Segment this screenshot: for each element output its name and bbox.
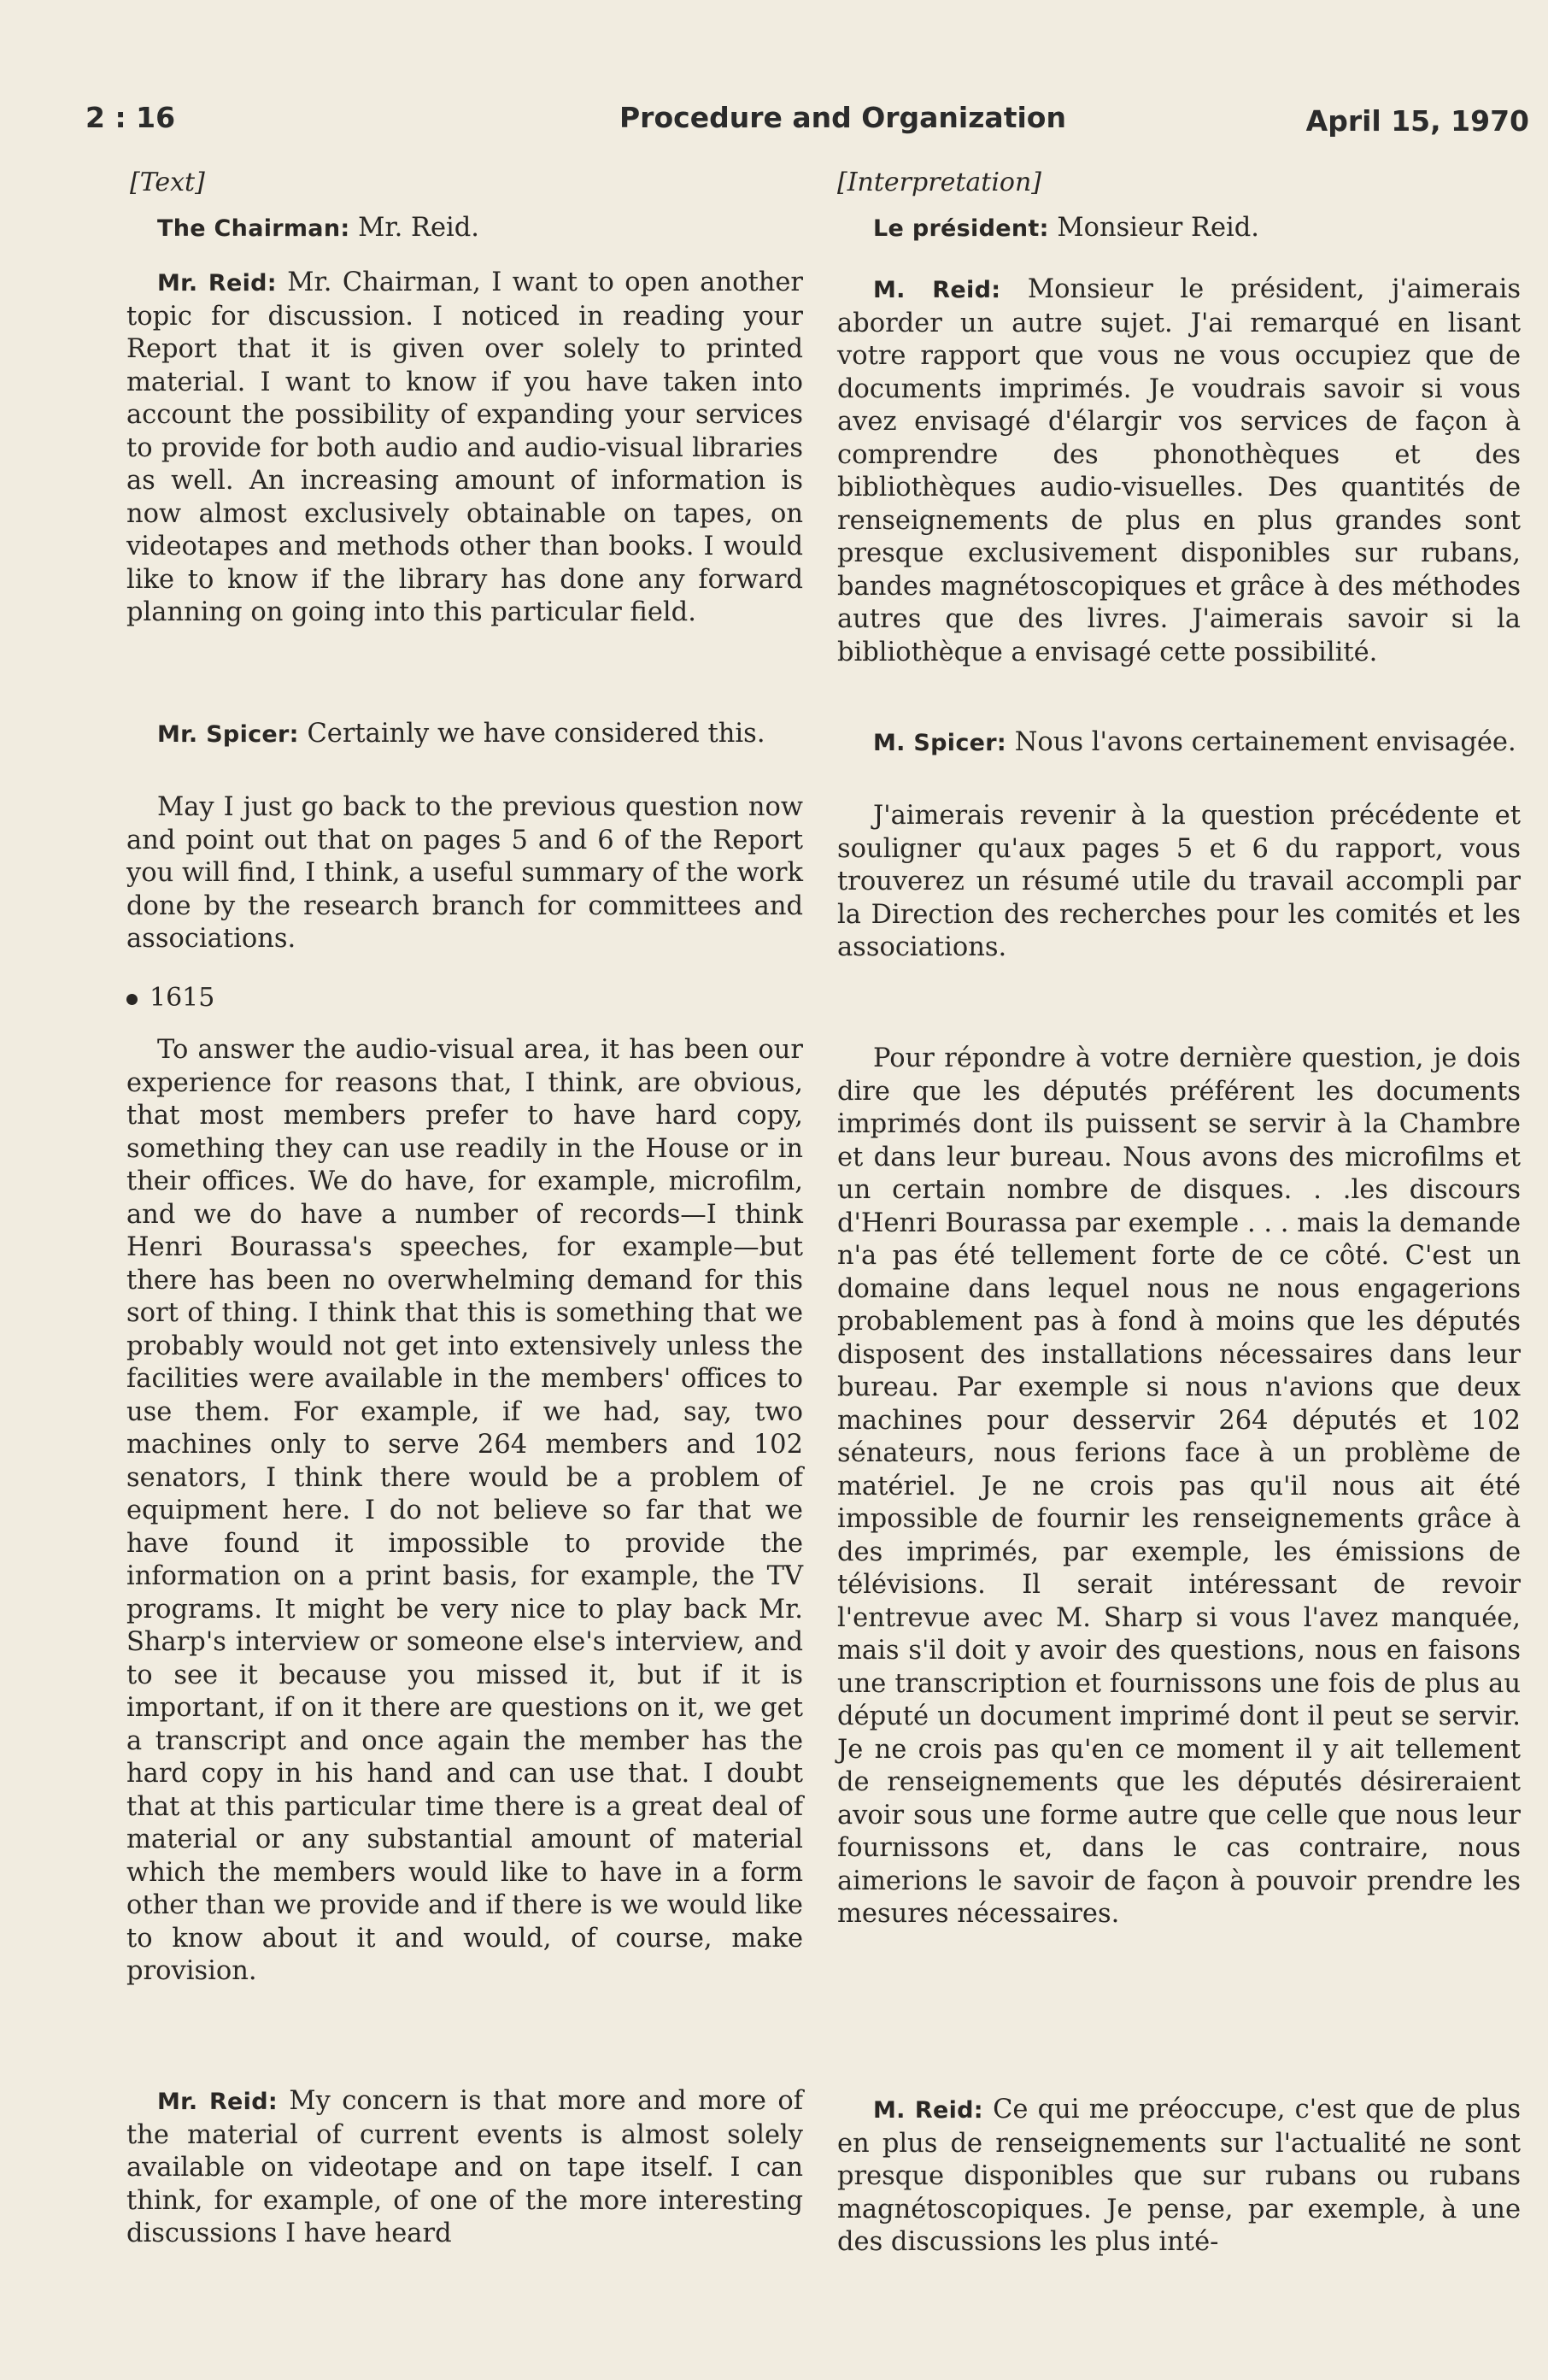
- reid-paragraph-2: [126, 2085, 803, 2251]
- paragraph-text: Certainly we have considered this.: [307, 719, 765, 749]
- chairman-paragraph: [873, 212, 1521, 246]
- speaker-name: Mr. Reid:: [157, 2089, 278, 2115]
- spicer-paragraph-2: May I just go back to the previous question now and point out that on pages 5 and 6 of the Report you will find, I think, a useful summary of the work done by the research branch for committees and associations.: [126, 792, 803, 954]
- speaker-name: The Chairman:: [157, 215, 350, 242]
- bullet-icon: [126, 994, 138, 1005]
- answer-paragraph: Pour répondre à votre dernière question, je dois dire que les députés préférent les documents imprimés dont ils puissent se servir à la Chambre et dans leur bureau. Nous avons des microfilms et un certain nombre de disques. . .les discours d'Henri Bourassa par exemple . . . mais la demande n'a pas été tellement forte de ce côté. C'est un domaine dans lequel nous ne nous engagerions probablement pas à fond à moins que les députés disposent des installations nécessaires dans leur bureau. Par exemple si nous n'avions que deux machines pour desservir 264 députés et 102 sénateurs, nous ferions face à un problème de matériel. Je ne crois pas qu'il nous ait été impossible de fournir les renseignements grâce à des imprimés, par exemple, les émissions de télévisions. Il serait intéressant de revoir l'entrevue avec M. Sharp si vous l'avez manquée, mais s'il doit y avoir des questions, nous en faisons une transcription et fournissons une fois de plus au député un document imprimé dont il peut se servir. Je ne crois pas qu'en ce moment il y ait tellement de renseignements que les députés désireraient avoir sous une forme autre que celle que nous leur fournissons et, dans le cas contraire, nous aimerions le savoir de façon à pouvoir prendre les mesures nécessaires.: [837, 1043, 1521, 1929]
- paragraph-text: Monsieur Reid.: [1057, 213, 1259, 243]
- speaker-name: M. Spicer:: [873, 730, 1006, 756]
- timestamp-marker: [126, 983, 214, 1013]
- paragraph-text: Mr. Reid.: [358, 213, 479, 243]
- page-header: [85, 101, 1529, 152]
- answer-paragraph: To answer the audio-visual area, it has been our experience for reasons that, I think, are obvious, that most members prefer to have hard copy, something they can use readily in the House or in their offices. We do have, for example, microfilm, and we do have a number of records—I think Henri Bourassa's speeches, for example—but there has been no overwhelming demand for this sort of thing. I think that this is something that we probably would not get into extensively unless the facilities were available in the members' offices to use them. For example, if we had, say, two machines only to serve 264 members and 102 senators, I think there would be a problem of equipment here. I do not believe so far that we have found it impossible to provide the information on a print basis, for example, the TV programs. It might be very nice to play back Mr. Sharp's interview or someone else's interview, and to see it because you missed it, but if it is important, if on it there are questions on it, we get a transcript and once again the member has the hard copy in his hand and can use that. I doubt that at this particular time there is a great deal of material or any substantial amount of material which the members would like to have in a form other than we provide and if there is we would like to know about it and would, of course, make provision.: [126, 1035, 803, 1986]
- timestamp-text: 1615: [150, 983, 215, 1013]
- paragraph-text: Nous l'avons certainement envisagée.: [1014, 727, 1516, 757]
- paragraph-text: Ce qui me préoccupe, c'est que de plus en plus de renseignements sur l'actualité ne sont presque disponibles que sur rubans ou rubans magnétoscopiques. Je pense, par exemple, à une des discussions les plus inté-: [837, 2095, 1521, 2257]
- speaker-name: Le président:: [873, 215, 1049, 242]
- interpretation-label: [Interpretation]: [837, 167, 1042, 197]
- spicer-paragraph-1: [126, 718, 803, 752]
- paragraph-text: Mr. Chairman, I want to open another topic for discussion. I noticed in reading your Report that it is given over solely to printed material. I want to know if you have taken into account the possibility of expanding your services to provide for both audio and audio-visual libraries as well. An increasing amount of information is now almost exclusively obtainable on tapes, on videotapes and methods other than books. I would like to know if the library has done any forward planning on going into this particular field.: [126, 267, 803, 627]
- speaker-name: M. Reid:: [873, 277, 1001, 303]
- page-number: 2 : 16: [85, 101, 176, 134]
- paragraph-text: Monsieur le président, j'aimerais aborder un autre sujet. J'ai remarqué en lisant votre rapport que vous ne vous occupiez que de documents imprimés. Je voudrais savoir si vous avez envisagé d'élargir vos services de façon à comprendre des phonothèques et des bibliothèques audio-visuelles. Des quantités de renseignements de plus en plus grandes sont presque exclusivement disponibles sur rubans, bandes magnétoscopiques et grâce à des méthodes autres que des livres. J'aimerais savoir si la bibliothèque a envisagé cette possibilité.: [837, 274, 1521, 667]
- spicer-paragraph-2: J'aimerais revenir à la question précédente et souligner qu'aux pages 5 et 6 du rapport, vous trouverez un résumé utile du travail accompli par la Direction des recherches pour les comités et les associations.: [837, 801, 1521, 962]
- reid-paragraph-2: [837, 2094, 1521, 2260]
- spicer-paragraph-1: [837, 726, 1521, 761]
- speaker-name: Mr. Reid:: [157, 270, 277, 297]
- paragraph-text: My concern is that more and more of the material of current events is almost solely available on videotape and on tape itself. I can think, for example, of one of the more interesting discussions I have heard: [126, 2086, 803, 2248]
- publication-title: Procedure and Organization: [619, 101, 1066, 134]
- page-date: April 15, 1970: [1305, 104, 1529, 138]
- reid-paragraph-1: [126, 267, 803, 630]
- reid-paragraph-1: [837, 273, 1521, 669]
- speaker-name: Mr. Spicer:: [157, 721, 299, 748]
- chairman-paragraph: [157, 212, 803, 246]
- text-label: [Text]: [130, 167, 205, 197]
- speaker-name: M. Reid:: [873, 2097, 983, 2124]
